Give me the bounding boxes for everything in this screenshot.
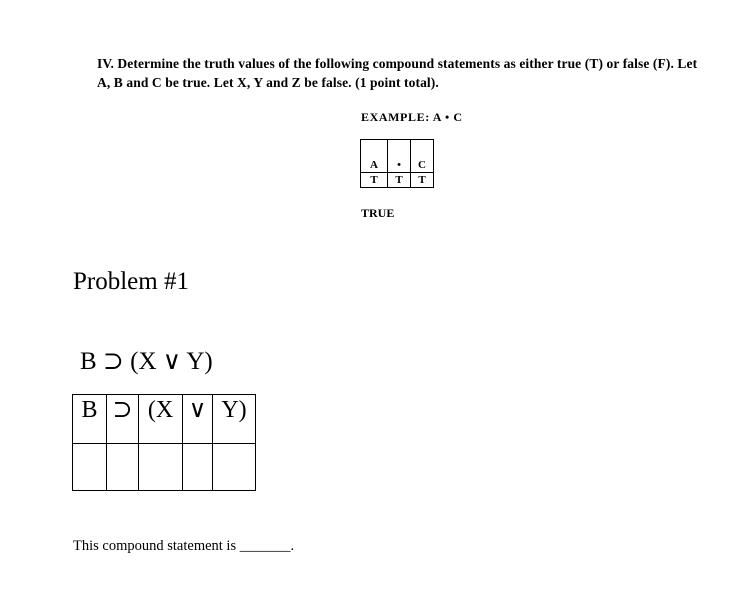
example-header-row bbox=[361, 140, 434, 173]
answer-cell-b[interactable] bbox=[73, 444, 107, 491]
conclusion-text: This compound statement is _______. bbox=[73, 538, 295, 554]
problem-truth-table bbox=[72, 394, 256, 491]
example-result: TRUE bbox=[361, 206, 395, 220]
problem-header-x: (X bbox=[139, 395, 183, 444]
example-value-c: T bbox=[411, 173, 434, 188]
instructions-text: IV. Determine the truth values of the following compound statements as either true (T) or false (F). Let A, B and C be true. Let X, Y and Z be false. (1 point total). bbox=[97, 56, 698, 90]
example-header-dot: • bbox=[388, 140, 411, 173]
example-value-a: T bbox=[361, 173, 388, 188]
problem-statement: B ⊃ (X ∨ Y) bbox=[80, 348, 213, 375]
example-truth-table bbox=[360, 139, 434, 188]
problem-answer-row bbox=[73, 444, 256, 491]
answer-cell-wedge[interactable] bbox=[183, 444, 213, 491]
example-value-row bbox=[361, 173, 434, 188]
problem-title: Problem #1 bbox=[73, 268, 189, 295]
example-header-a: A bbox=[361, 140, 388, 173]
example-header-c: C bbox=[411, 140, 434, 173]
problem-header-b: B bbox=[73, 395, 107, 444]
example-label: EXAMPLE: A • C bbox=[361, 110, 463, 124]
answer-cell-x[interactable] bbox=[139, 444, 183, 491]
problem-header-row bbox=[73, 395, 256, 444]
problem-header-wedge: ∨ bbox=[183, 395, 213, 444]
problem-header-horseshoe: ⊃ bbox=[107, 395, 139, 444]
answer-cell-horseshoe[interactable] bbox=[107, 444, 139, 491]
answer-cell-y[interactable] bbox=[213, 444, 256, 491]
example-value-dot: T bbox=[388, 173, 411, 188]
problem-header-y: Y) bbox=[213, 395, 256, 444]
